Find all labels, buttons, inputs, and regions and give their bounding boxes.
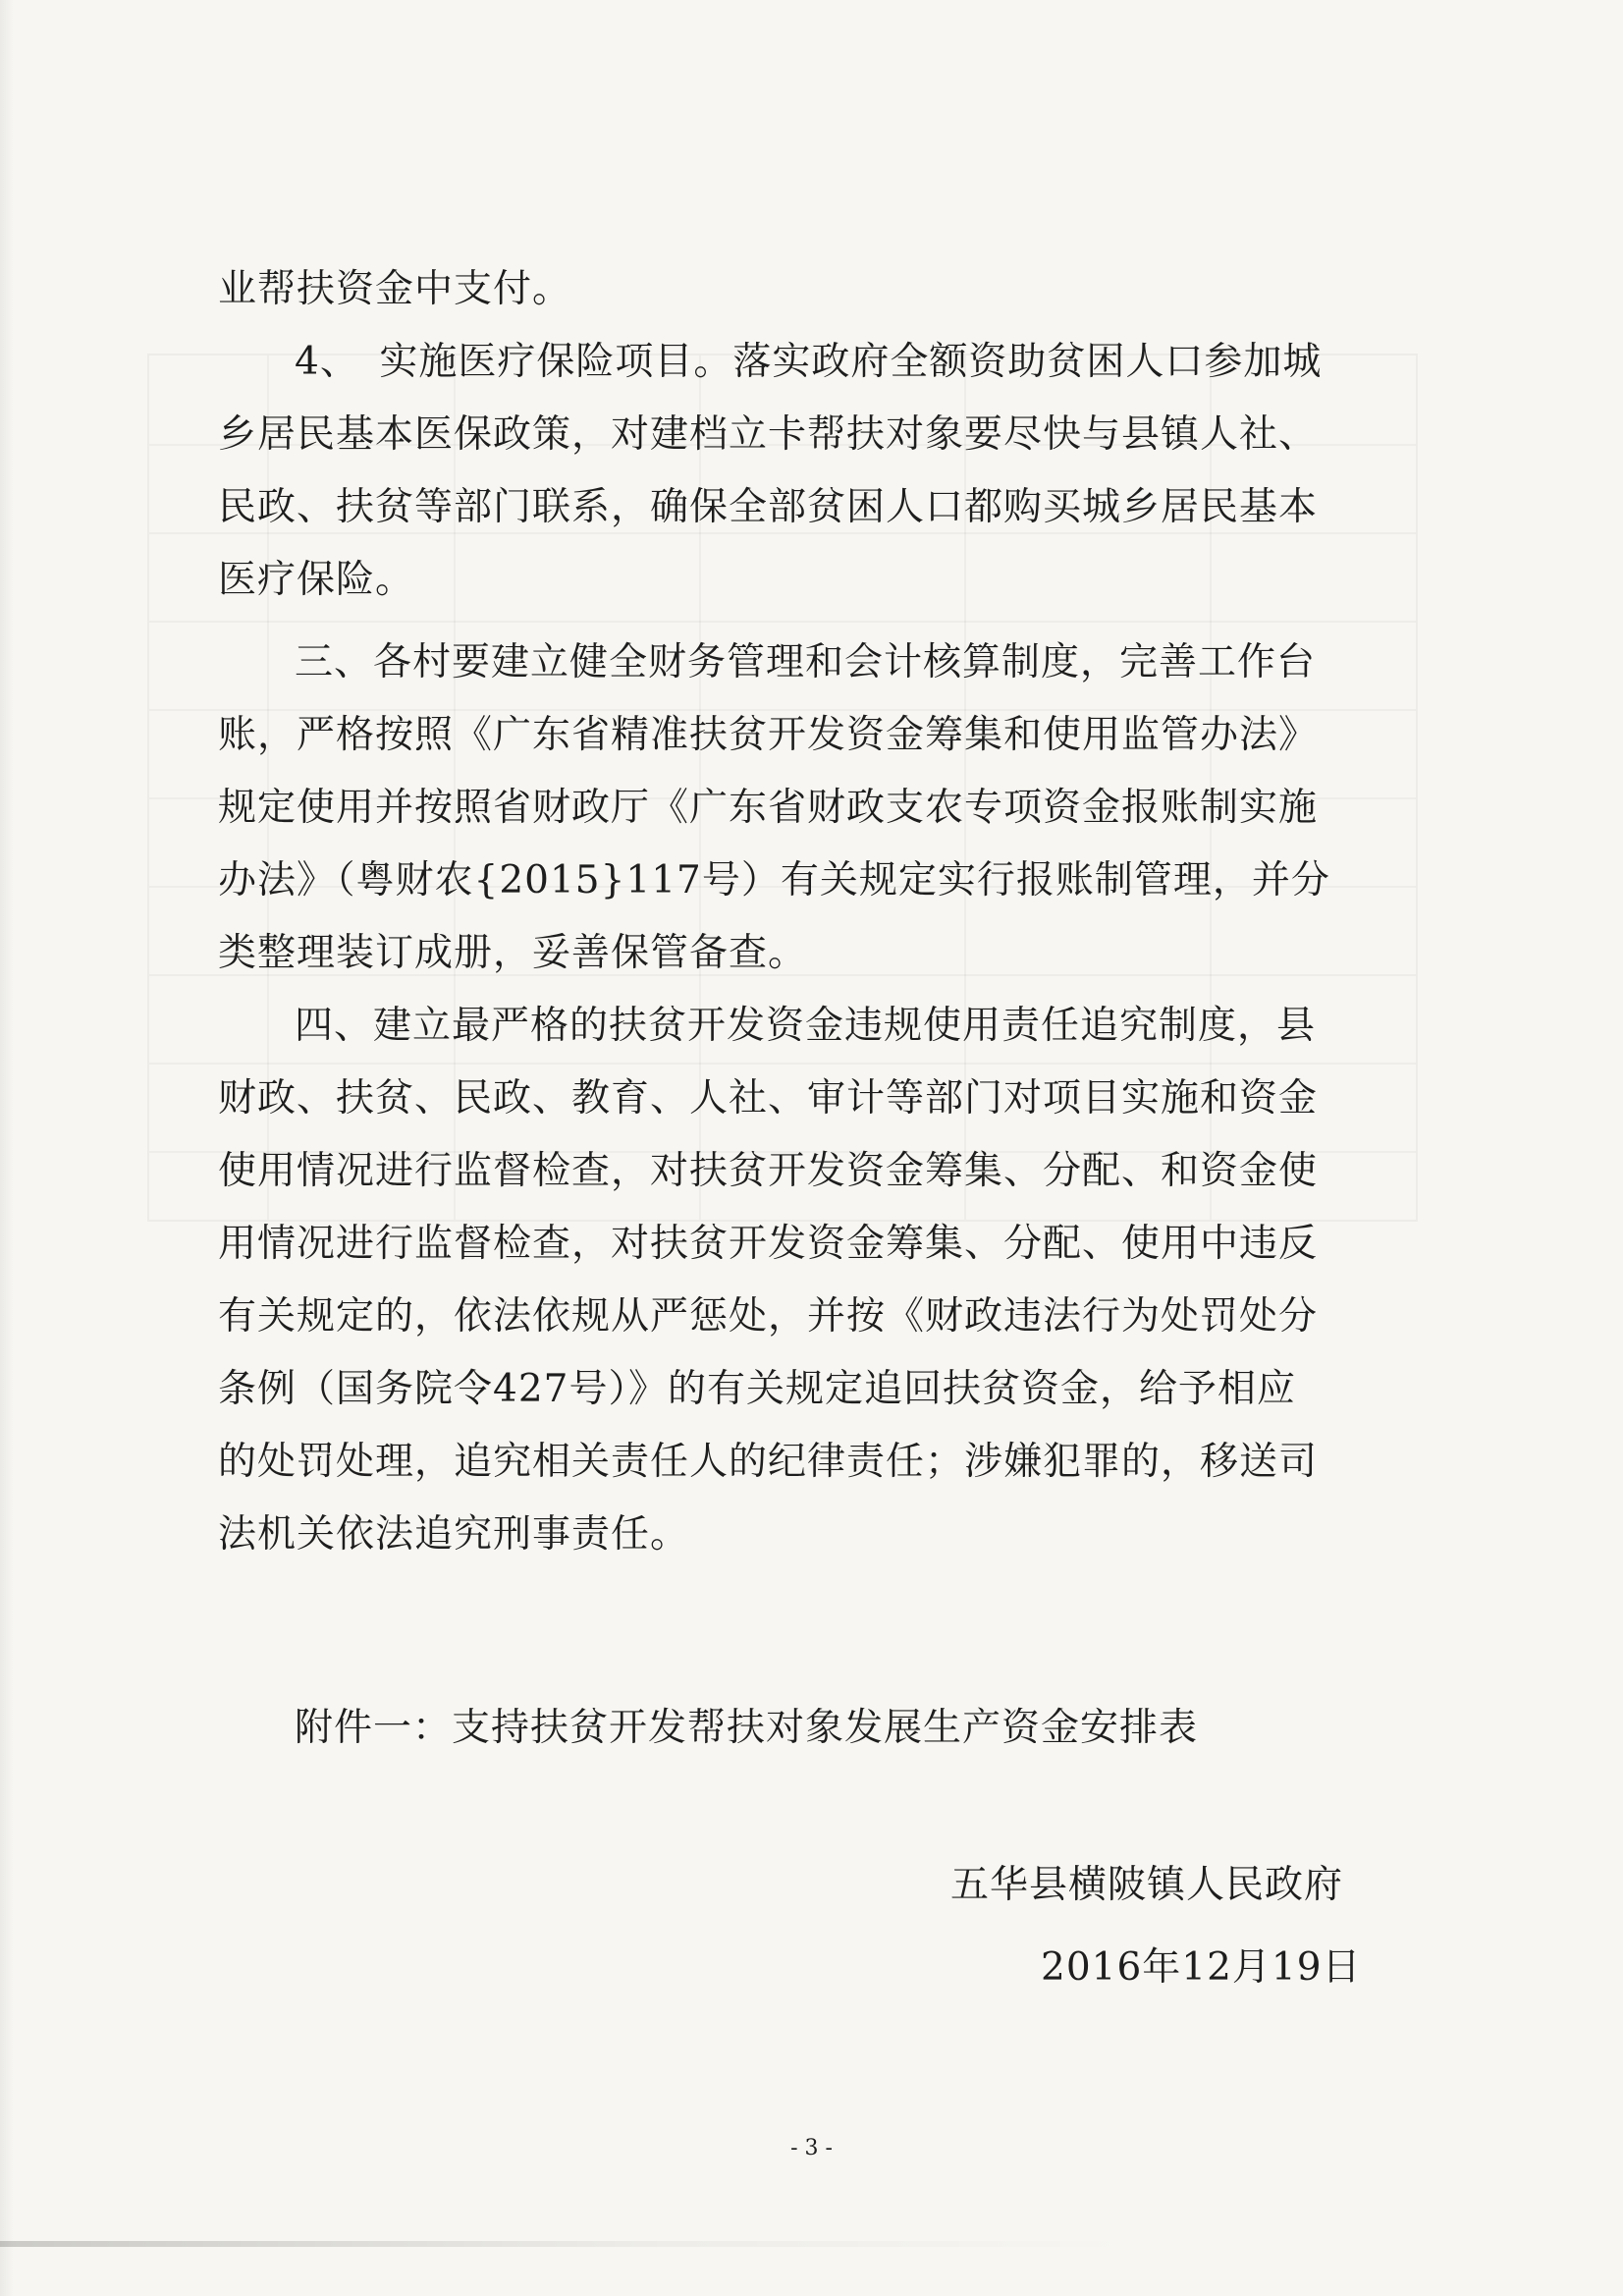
issue-date: 2016年12月19日 <box>1041 1945 1362 1990</box>
body-line: 的处罚处理，追究相关责任人的纪律责任；涉嫌犯罪的，移送司 <box>218 1440 1319 1484</box>
body-line: 财政、扶贫、民政、教育、人社、审计等部门对项目实施和资金 <box>218 1076 1319 1121</box>
body-line: 账，严格按照《广东省精准扶贫开发资金筹集和使用监管办法》 <box>218 713 1319 757</box>
scan-edge-shadow <box>0 0 14 2296</box>
body-line: 条例（国务院令427号）》的有关规定追回扶贫资金，给予相应 <box>218 1367 1296 1411</box>
body-text <box>218 253 1445 1571</box>
body-line: 民政、扶贫等部门联系，确保全部贫困人口都购买城乡居民基本 <box>218 485 1319 529</box>
body-line: 规定使用并按照省财政厅《广东省财政支农专项资金报账制实施 <box>218 786 1319 830</box>
body-line: 乡居民基本医保政策，对建档立卡帮扶对象要尽快与县镇人社、 <box>218 412 1319 457</box>
body-line: 四、建立最严格的扶贫开发资金违规使用责任追究制度，县 <box>295 1004 1317 1048</box>
scan-bottom-shadow <box>0 2241 1623 2247</box>
attachment-note: 附件一：支持扶贫开发帮扶对象发展生产资金安排表 <box>295 1706 1199 1750</box>
body-line: 有关规定的，依法依规从严惩处，并按《财政违法行为处罚处分 <box>218 1294 1319 1339</box>
body-line: 法机关依法追究刑事责任。 <box>218 1512 690 1557</box>
body-line: 4、 实施医疗保险项目。落实政府全额资助贫困人口参加城 <box>295 340 1323 384</box>
body-line: 业帮扶资金中支付。 <box>218 267 572 311</box>
body-line: 医疗保险。 <box>218 558 415 602</box>
body-line: 办法》（粤财农{2015}117号）有关规定实行报账制管理，并分 <box>218 858 1330 902</box>
body-line: 用情况进行监督检查，对扶贫开发资金筹集、分配、使用中违反 <box>218 1222 1319 1266</box>
issuer-signature: 五华县横陂镇人民政府 <box>950 1863 1344 1907</box>
body-line: 类整理装订成册，妥善保管备查。 <box>218 931 808 975</box>
page-number: - 3 - <box>790 2136 833 2160</box>
body-line: 使用情况进行监督检查，对扶贫开发资金筹集、分配、和资金使 <box>218 1149 1319 1193</box>
body-line: 三、各村要建立健全财务管理和会计核算制度，完善工作台 <box>295 640 1317 684</box>
